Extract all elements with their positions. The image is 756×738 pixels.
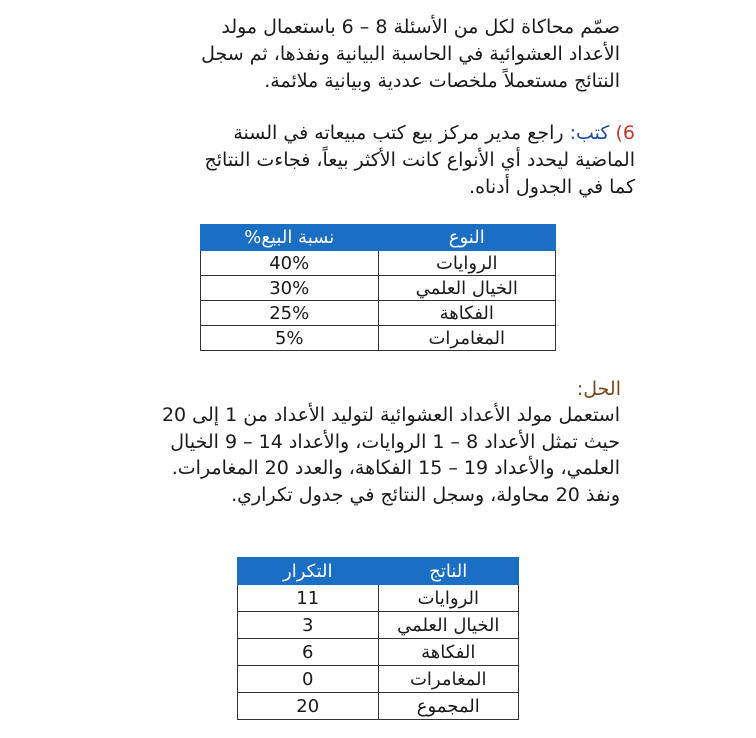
frequency-table: [237, 557, 519, 720]
problem-text: راجع مدير مركز بيع كتب مبيعاته في السنة الماضية ليحدد أي الأنواع كانت الأكثر بيعاً، فجاءت النتائج كما في الجدول أدناه.: [204, 122, 635, 198]
row-label: الخيال العلمي: [378, 276, 556, 301]
row-label: الخيال العلمي: [378, 612, 519, 639]
row-label: الروايات: [378, 585, 519, 612]
row-label: الروايات: [378, 251, 556, 276]
row-value: 20: [238, 693, 379, 720]
table-header-row: [201, 225, 556, 251]
table-row: [201, 251, 556, 276]
problem-6: [175, 120, 635, 201]
row-value: 5%: [201, 326, 379, 351]
solution-paragraph: استعمل مولد الأعداد العشوائية لتوليد الأعداد من 1 إلى 20 حيث تمثل الأعداد 8 – 1 الروايات، والأعداد 14 – 9 الخيال العلمي، والأعداد 19 – 15 الفكاهة، والعدد 20 المغامرات. ونفذ 20 محاولة، وسجل النتائج في جدول تكراري.: [161, 404, 620, 506]
table-row-total: [238, 693, 519, 720]
row-label: المغامرات: [378, 326, 556, 351]
table-row: [238, 666, 519, 693]
row-label: المجموع: [378, 693, 519, 720]
row-value: 40%: [201, 251, 379, 276]
table-row: [238, 639, 519, 666]
table-row: [201, 276, 556, 301]
table-row: [201, 301, 556, 326]
solution-heading: الحل:: [576, 378, 621, 400]
row-value: 25%: [201, 301, 379, 326]
problem-number: 6): [615, 122, 635, 144]
row-value: 0: [238, 666, 379, 693]
row-label: الفكاهة: [378, 639, 519, 666]
intro-paragraph: صمّم محاكاة لكل من الأسئلة 8 – 6 باستعمال مولد الأعداد العشوائية في الحاسبة البيانية ونفذها، ثم سجل النتائج مستعملاً ملخصات عددية وبيانية ملائمة.: [201, 16, 620, 92]
header-outcome: الناتج: [378, 558, 519, 585]
row-label: المغامرات: [378, 666, 519, 693]
problem-keyword: كتب:: [569, 122, 610, 144]
table-header-row: [238, 558, 519, 585]
header-frequency: التكرار: [238, 558, 379, 585]
table-row: [201, 326, 556, 351]
header-sales-percent: نسبة البيع%: [201, 225, 379, 251]
sales-percentage-table: [200, 224, 556, 351]
row-label: الفكاهة: [378, 301, 556, 326]
row-value: 3: [238, 612, 379, 639]
row-value: 11: [238, 585, 379, 612]
table-row: [238, 612, 519, 639]
row-value: 30%: [201, 276, 379, 301]
table-row: [238, 585, 519, 612]
row-value: 6: [238, 639, 379, 666]
header-type: النوع: [378, 225, 556, 251]
